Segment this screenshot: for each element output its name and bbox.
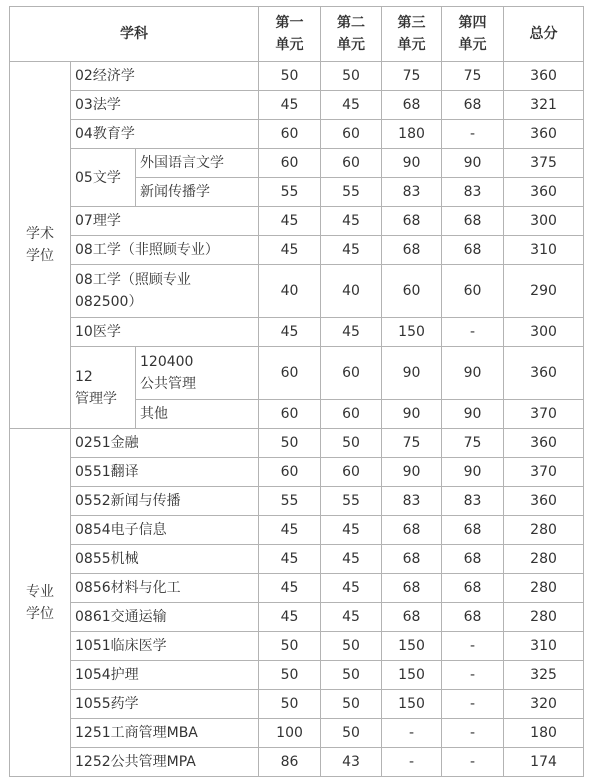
subject-name: 0854电子信息 bbox=[71, 516, 259, 545]
score-unit1: 45 bbox=[259, 91, 321, 120]
subject-name: 10医学 bbox=[71, 318, 259, 347]
score-unit4: - bbox=[442, 632, 504, 661]
score-unit1: 60 bbox=[259, 458, 321, 487]
score-total: 325 bbox=[504, 661, 584, 690]
score-unit1: 50 bbox=[259, 661, 321, 690]
score-unit2: 60 bbox=[321, 149, 382, 178]
score-unit4: - bbox=[442, 690, 504, 719]
score-total: 360 bbox=[504, 487, 584, 516]
table-row bbox=[10, 748, 584, 777]
score-unit1: 60 bbox=[259, 347, 321, 400]
table-row bbox=[10, 574, 584, 603]
score-unit4: 68 bbox=[442, 207, 504, 236]
score-unit3: 90 bbox=[382, 458, 442, 487]
subject-name: 03法学 bbox=[71, 91, 259, 120]
score-total: 321 bbox=[504, 91, 584, 120]
score-unit3: 68 bbox=[382, 207, 442, 236]
table-row bbox=[10, 318, 584, 347]
score-total: 375 bbox=[504, 149, 584, 178]
score-unit1: 45 bbox=[259, 574, 321, 603]
score-unit4: 90 bbox=[442, 458, 504, 487]
score-unit4: 75 bbox=[442, 62, 504, 91]
header-unit1: 第一 单元 bbox=[259, 7, 321, 62]
score-unit2: 43 bbox=[321, 748, 382, 777]
score-unit3: 180 bbox=[382, 120, 442, 149]
table-row bbox=[10, 603, 584, 632]
score-total: 300 bbox=[504, 318, 584, 347]
score-total: 280 bbox=[504, 545, 584, 574]
score-unit4: 83 bbox=[442, 178, 504, 207]
score-total: 370 bbox=[504, 400, 584, 429]
table-row bbox=[10, 719, 584, 748]
score-unit4: - bbox=[442, 719, 504, 748]
subject-name: 120400 公共管理 bbox=[136, 347, 259, 400]
score-unit4: 75 bbox=[442, 429, 504, 458]
score-unit2: 45 bbox=[321, 516, 382, 545]
table-row bbox=[10, 458, 584, 487]
subject-name: 0856材料与化工 bbox=[71, 574, 259, 603]
table-row bbox=[10, 690, 584, 719]
subject-name: 08工学（非照顾专业） bbox=[71, 236, 259, 265]
score-unit2: 45 bbox=[321, 207, 382, 236]
subject-name: 1051临床医学 bbox=[71, 632, 259, 661]
table-row bbox=[10, 207, 584, 236]
score-unit2: 45 bbox=[321, 574, 382, 603]
score-total: 360 bbox=[504, 347, 584, 400]
score-total: 360 bbox=[504, 429, 584, 458]
table-row bbox=[10, 487, 584, 516]
score-unit3: 68 bbox=[382, 603, 442, 632]
header-unit4: 第四 单元 bbox=[442, 7, 504, 62]
table-row bbox=[10, 120, 584, 149]
subject-name: 外国语言文学 bbox=[136, 149, 259, 178]
table-row bbox=[10, 347, 584, 400]
score-unit2: 40 bbox=[321, 265, 382, 318]
score-unit3: 150 bbox=[382, 690, 442, 719]
table-row bbox=[10, 661, 584, 690]
table-row bbox=[10, 91, 584, 120]
score-total: 360 bbox=[504, 120, 584, 149]
subject-name: 08工学（照顾专业 082500） bbox=[71, 265, 259, 318]
table-row bbox=[10, 429, 584, 458]
score-unit1: 55 bbox=[259, 178, 321, 207]
score-unit4: 68 bbox=[442, 603, 504, 632]
score-unit3: 68 bbox=[382, 91, 442, 120]
score-total: 174 bbox=[504, 748, 584, 777]
score-unit1: 50 bbox=[259, 429, 321, 458]
table-row bbox=[10, 149, 584, 178]
score-unit1: 45 bbox=[259, 545, 321, 574]
score-unit3: 68 bbox=[382, 236, 442, 265]
table-row bbox=[10, 62, 584, 91]
subject-name: 新闻传播学 bbox=[136, 178, 259, 207]
subject-name: 0551翻译 bbox=[71, 458, 259, 487]
score-unit1: 50 bbox=[259, 62, 321, 91]
score-unit2: 45 bbox=[321, 91, 382, 120]
table-row bbox=[10, 265, 584, 318]
score-unit2: 60 bbox=[321, 400, 382, 429]
score-unit1: 86 bbox=[259, 748, 321, 777]
score-unit2: 50 bbox=[321, 690, 382, 719]
score-unit2: 55 bbox=[321, 487, 382, 516]
score-unit4: 68 bbox=[442, 91, 504, 120]
score-unit4: 90 bbox=[442, 149, 504, 178]
score-unit4: - bbox=[442, 318, 504, 347]
score-unit1: 45 bbox=[259, 516, 321, 545]
subject-name: 1054护理 bbox=[71, 661, 259, 690]
score-unit1: 60 bbox=[259, 149, 321, 178]
score-total: 360 bbox=[504, 62, 584, 91]
score-unit1: 60 bbox=[259, 400, 321, 429]
score-unit1: 45 bbox=[259, 603, 321, 632]
score-unit3: 150 bbox=[382, 318, 442, 347]
subject-name: 1252公共管理MPA bbox=[71, 748, 259, 777]
score-unit4: 90 bbox=[442, 347, 504, 400]
table-row bbox=[10, 516, 584, 545]
score-total: 310 bbox=[504, 236, 584, 265]
score-table bbox=[9, 6, 584, 777]
subject-name: 0552新闻与传播 bbox=[71, 487, 259, 516]
score-total: 320 bbox=[504, 690, 584, 719]
score-unit3: 75 bbox=[382, 62, 442, 91]
score-unit1: 40 bbox=[259, 265, 321, 318]
score-unit3: 90 bbox=[382, 149, 442, 178]
score-unit2: 50 bbox=[321, 62, 382, 91]
score-total: 290 bbox=[504, 265, 584, 318]
score-unit4: 90 bbox=[442, 400, 504, 429]
score-unit4: 68 bbox=[442, 236, 504, 265]
score-unit2: 45 bbox=[321, 318, 382, 347]
score-unit2: 50 bbox=[321, 429, 382, 458]
score-unit1: 50 bbox=[259, 690, 321, 719]
score-total: 370 bbox=[504, 458, 584, 487]
subject-name: 0861交通运输 bbox=[71, 603, 259, 632]
score-unit3: 150 bbox=[382, 632, 442, 661]
score-total: 310 bbox=[504, 632, 584, 661]
score-total: 280 bbox=[504, 603, 584, 632]
score-unit2: 50 bbox=[321, 661, 382, 690]
score-unit4: 68 bbox=[442, 545, 504, 574]
header-row bbox=[10, 7, 584, 62]
score-unit2: 60 bbox=[321, 458, 382, 487]
subject-name: 1251工商管理MBA bbox=[71, 719, 259, 748]
score-unit1: 55 bbox=[259, 487, 321, 516]
score-unit1: 45 bbox=[259, 318, 321, 347]
score-total: 360 bbox=[504, 178, 584, 207]
score-total: 180 bbox=[504, 719, 584, 748]
header-total: 总分 bbox=[504, 7, 584, 62]
subgroup-literature: 05文学 bbox=[71, 149, 136, 207]
score-unit4: 68 bbox=[442, 574, 504, 603]
score-unit3: - bbox=[382, 719, 442, 748]
score-unit3: 60 bbox=[382, 265, 442, 318]
subject-name: 0855机械 bbox=[71, 545, 259, 574]
subject-name: 04教育学 bbox=[71, 120, 259, 149]
score-unit2: 45 bbox=[321, 236, 382, 265]
score-unit2: 45 bbox=[321, 603, 382, 632]
score-unit1: 50 bbox=[259, 632, 321, 661]
group-academic: 学术 学位 bbox=[10, 62, 71, 429]
score-unit2: 45 bbox=[321, 545, 382, 574]
score-unit4: 60 bbox=[442, 265, 504, 318]
header-unit2: 第二 单元 bbox=[321, 7, 382, 62]
score-unit4: - bbox=[442, 748, 504, 777]
score-unit4: 83 bbox=[442, 487, 504, 516]
score-unit3: 150 bbox=[382, 661, 442, 690]
header-unit3: 第三 单元 bbox=[382, 7, 442, 62]
group-professional: 专业 学位 bbox=[10, 429, 71, 777]
score-unit3: 83 bbox=[382, 487, 442, 516]
score-unit3: 90 bbox=[382, 347, 442, 400]
score-unit3: 68 bbox=[382, 574, 442, 603]
score-unit1: 45 bbox=[259, 207, 321, 236]
subject-name: 07理学 bbox=[71, 207, 259, 236]
score-unit2: 60 bbox=[321, 347, 382, 400]
score-unit1: 100 bbox=[259, 719, 321, 748]
table-row bbox=[10, 545, 584, 574]
score-total: 280 bbox=[504, 574, 584, 603]
score-unit2: 55 bbox=[321, 178, 382, 207]
score-unit4: - bbox=[442, 120, 504, 149]
score-total: 300 bbox=[504, 207, 584, 236]
score-unit4: - bbox=[442, 661, 504, 690]
subgroup-management: 12 管理学 bbox=[71, 347, 136, 429]
score-unit2: 50 bbox=[321, 632, 382, 661]
score-unit1: 60 bbox=[259, 120, 321, 149]
table-row bbox=[10, 236, 584, 265]
table-row bbox=[10, 632, 584, 661]
score-unit4: 68 bbox=[442, 516, 504, 545]
subject-name: 02经济学 bbox=[71, 62, 259, 91]
subject-name: 其他 bbox=[136, 400, 259, 429]
score-unit3: 90 bbox=[382, 400, 442, 429]
score-unit3: 68 bbox=[382, 545, 442, 574]
score-unit3: - bbox=[382, 748, 442, 777]
score-unit2: 50 bbox=[321, 719, 382, 748]
score-unit2: 60 bbox=[321, 120, 382, 149]
header-subject: 学科 bbox=[10, 7, 259, 62]
subject-name: 0251金融 bbox=[71, 429, 259, 458]
score-unit3: 68 bbox=[382, 516, 442, 545]
subject-name: 1055药学 bbox=[71, 690, 259, 719]
score-unit3: 75 bbox=[382, 429, 442, 458]
score-unit3: 83 bbox=[382, 178, 442, 207]
score-unit1: 45 bbox=[259, 236, 321, 265]
score-total: 280 bbox=[504, 516, 584, 545]
